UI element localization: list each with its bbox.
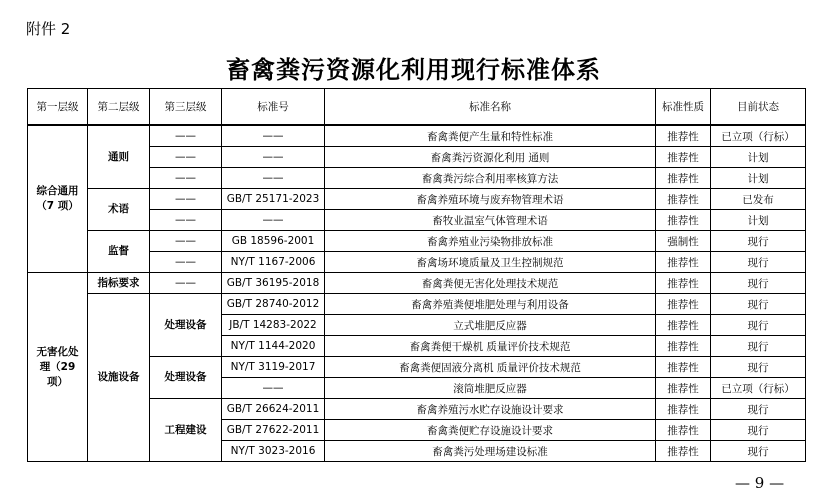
standard-number-cell: —— (222, 378, 325, 399)
page-number: — 9 — (735, 474, 785, 492)
standard-name-cell: 畜牧业温室气体管理术语 (325, 210, 656, 231)
nature-cell: 推荐性 (656, 336, 711, 357)
standard-name-cell: 畜禽粪便无害化处理技术规范 (325, 273, 656, 294)
standard-number-cell: NY/T 3119-2017 (222, 357, 325, 378)
standard-number-cell: JB/T 14283-2022 (222, 315, 325, 336)
level3-cell: —— (150, 147, 222, 168)
standard-name-cell: 立式堆肥反应器 (325, 315, 656, 336)
nature-cell: 推荐性 (656, 315, 711, 336)
nature-cell: 推荐性 (656, 252, 711, 273)
standard-name-cell: 畜禽粪污综合利用率核算方法 (325, 168, 656, 189)
header-standard-number: 标准号 (222, 89, 325, 126)
standard-name-cell: 畜禽粪便干燥机 质量评价技术规范 (325, 336, 656, 357)
status-cell: 已立项（行标） (711, 125, 806, 147)
standard-name-cell: 畜禽养殖环境与废弃物管理术语 (325, 189, 656, 210)
group-general-rules: 通则 (88, 125, 150, 189)
standard-name-cell: 畜禽粪便固液分离机 质量评价技术规范 (325, 357, 656, 378)
standard-number-cell: GB/T 27622-2011 (222, 420, 325, 441)
standard-name-cell: 畜禽场环境质量及卫生控制规范 (325, 252, 656, 273)
standard-name-cell: 畜禽粪便贮存设施设计要求 (325, 420, 656, 441)
level3-cell: —— (150, 231, 222, 252)
group-terms: 术语 (88, 189, 150, 231)
attachment-label: 附件 2 (26, 20, 71, 38)
level3-cell: —— (150, 125, 222, 147)
group-supervision: 监督 (88, 231, 150, 273)
group-processing-equipment-2: 处理设备 (150, 357, 222, 399)
status-cell: 计划 (711, 147, 806, 168)
header-level3: 第三层级 (150, 89, 222, 126)
nature-cell: 推荐性 (656, 399, 711, 420)
nature-cell: 推荐性 (656, 125, 711, 147)
nature-cell: 推荐性 (656, 357, 711, 378)
group-processing-equipment: 处理设备 (150, 294, 222, 357)
status-cell: 现行 (711, 420, 806, 441)
level3-cell: —— (150, 189, 222, 210)
standard-number-cell: GB/T 36195-2018 (222, 273, 325, 294)
standard-number-cell: GB/T 26624-2011 (222, 399, 325, 420)
status-cell: 现行 (711, 273, 806, 294)
status-cell: 已立项（行标） (711, 378, 806, 399)
standard-number-cell: GB 18596-2001 (222, 231, 325, 252)
standard-number-cell: NY/T 1144-2020 (222, 336, 325, 357)
nature-cell: 推荐性 (656, 168, 711, 189)
group-general: 综合通用（7 项） (28, 125, 88, 273)
nature-cell: 强制性 (656, 231, 711, 252)
table-header-row (28, 89, 806, 126)
nature-cell: 推荐性 (656, 294, 711, 315)
standard-number-cell: —— (222, 125, 325, 147)
table-row (28, 231, 806, 252)
standard-number-cell: —— (222, 147, 325, 168)
nature-cell: 推荐性 (656, 273, 711, 294)
nature-cell: 推荐性 (656, 189, 711, 210)
status-cell: 现行 (711, 231, 806, 252)
table-row (28, 273, 806, 294)
header-standard-name: 标准名称 (325, 89, 656, 126)
group-facilities-equipment: 设施设备 (88, 294, 150, 462)
standard-number-cell: —— (222, 210, 325, 231)
header-level2: 第二层级 (88, 89, 150, 126)
standard-name-cell: 畜禽粪便产生量和特性标准 (325, 125, 656, 147)
standard-name-cell: 畜禽粪污处理场建设标准 (325, 441, 656, 462)
header-current-status: 目前状态 (711, 89, 806, 126)
page-title: 畜禽粪污资源化利用现行标准体系 (226, 56, 601, 84)
group-engineering-construction: 工程建设 (150, 399, 222, 462)
level3-cell: —— (150, 168, 222, 189)
level3-cell: —— (150, 210, 222, 231)
table-row (28, 294, 806, 315)
standard-name-cell: 畜禽养殖污水贮存设施设计要求 (325, 399, 656, 420)
status-cell: 现行 (711, 315, 806, 336)
nature-cell: 推荐性 (656, 420, 711, 441)
table-row (28, 189, 806, 210)
status-cell: 计划 (711, 210, 806, 231)
status-cell: 现行 (711, 399, 806, 420)
standard-name-cell: 畜禽养殖粪便堆肥处理与利用设备 (325, 294, 656, 315)
nature-cell: 推荐性 (656, 210, 711, 231)
level3-cell: —— (150, 252, 222, 273)
standard-number-cell: GB/T 28740-2012 (222, 294, 325, 315)
header-level1: 第一层级 (28, 89, 88, 126)
standard-name-cell: 畜禽粪污资源化利用 通则 (325, 147, 656, 168)
status-cell: 现行 (711, 336, 806, 357)
standard-number-cell: —— (222, 168, 325, 189)
nature-cell: 推荐性 (656, 147, 711, 168)
standards-table (27, 88, 806, 462)
level3-cell: —— (150, 273, 222, 294)
standard-number-cell: NY/T 3023-2016 (222, 441, 325, 462)
status-cell: 已发布 (711, 189, 806, 210)
table-row (28, 125, 806, 147)
header-standard-nature: 标准性质 (656, 89, 711, 126)
status-cell: 计划 (711, 168, 806, 189)
standard-number-cell: NY/T 1167-2006 (222, 252, 325, 273)
group-indicator-requirements: 指标要求 (88, 273, 150, 294)
nature-cell: 推荐性 (656, 378, 711, 399)
status-cell: 现行 (711, 252, 806, 273)
status-cell: 现行 (711, 294, 806, 315)
standard-name-cell: 滚筒堆肥反应器 (325, 378, 656, 399)
nature-cell: 推荐性 (656, 441, 711, 462)
standard-number-cell: GB/T 25171-2023 (222, 189, 325, 210)
standard-name-cell: 畜禽养殖业污染物排放标准 (325, 231, 656, 252)
status-cell: 现行 (711, 441, 806, 462)
group-harmless: 无害化处理（29 项） (28, 273, 88, 462)
status-cell: 现行 (711, 357, 806, 378)
